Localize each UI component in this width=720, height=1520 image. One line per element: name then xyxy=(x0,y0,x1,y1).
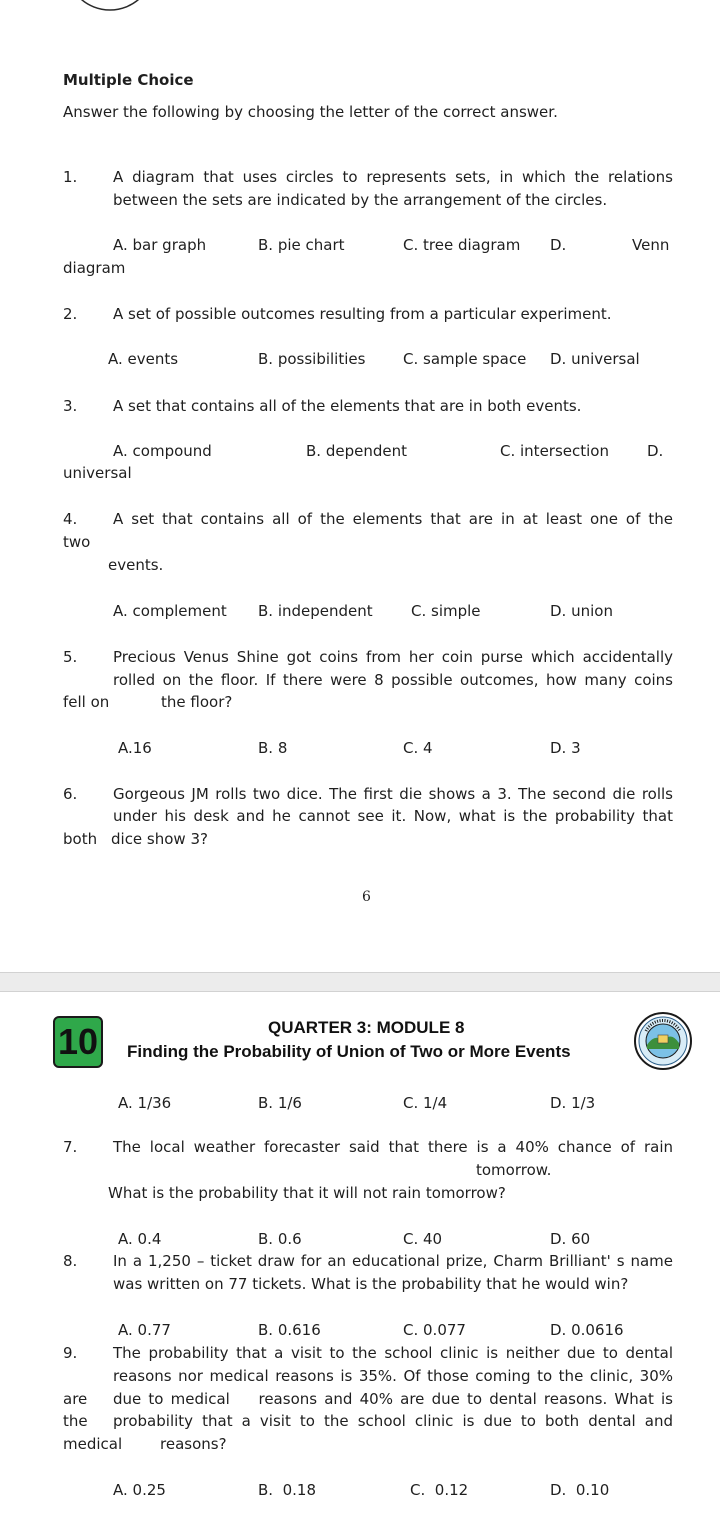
choice-b[interactable]: B. 0.6 xyxy=(258,1230,302,1248)
choice-d-text: universal xyxy=(63,464,132,482)
question-number: 6. xyxy=(63,785,78,803)
choice-c[interactable]: C. 4 xyxy=(403,739,433,757)
choice-a[interactable]: A. bar graph xyxy=(113,236,207,254)
question-text: A set of possible outcomes resulting from a particular experiment. xyxy=(113,305,612,323)
page-number: 6 xyxy=(362,889,371,905)
circle-diagram-fragment xyxy=(60,0,170,30)
question-text: was written on 77 tickets. What is the probability that he would win? xyxy=(113,1275,629,1293)
choice-d-text: Venn xyxy=(632,236,670,254)
question-text: two xyxy=(63,533,91,551)
choice-a[interactable]: A.16 xyxy=(118,739,152,757)
question-text: rolled on the floor. If there were 8 possible outcomes, how many coins xyxy=(113,671,673,689)
question-number: 1. xyxy=(63,168,78,186)
choice-c[interactable]: C. sample space xyxy=(403,350,527,368)
choice-a[interactable]: A. events xyxy=(108,350,179,368)
question-text: What is the probability that it will not rain tomorrow? xyxy=(108,1184,506,1202)
choice-a[interactable]: A. complement xyxy=(113,602,227,620)
choice-c[interactable]: C. 40 xyxy=(403,1230,443,1248)
choice-c[interactable]: C. intersection xyxy=(500,442,609,460)
choice-c[interactable]: C. simple xyxy=(411,602,481,620)
choice-a[interactable]: A. 0.25 xyxy=(113,1481,166,1499)
choice-b[interactable]: B. dependent xyxy=(306,442,407,460)
instructions: Answer the following by choosing the letter of the correct answer. xyxy=(63,103,558,121)
page-divider xyxy=(0,972,720,992)
choice-b[interactable]: B. 0.616 xyxy=(258,1321,321,1339)
question-text: both xyxy=(63,830,98,848)
module-subtitle: Finding the Probability of Union of Two or More Events xyxy=(127,1042,571,1061)
question-text: due to medical reasons and 40% are due to dental reasons. What is xyxy=(113,1390,673,1408)
choice-b[interactable]: B. pie chart xyxy=(258,236,345,254)
choice-d[interactable]: D. 3 xyxy=(550,739,581,757)
question-number: 2. xyxy=(63,305,78,323)
grade-badge: 10 xyxy=(53,1016,103,1068)
choice-b[interactable]: B. 8 xyxy=(258,739,288,757)
choice-d[interactable]: D. union xyxy=(550,602,613,620)
question-text: reasons? xyxy=(160,1435,227,1453)
choice-a[interactable]: A. 0.77 xyxy=(118,1321,171,1339)
question-text: the xyxy=(63,1412,88,1430)
choice-d[interactable]: D. 1/3 xyxy=(550,1094,596,1112)
question-text: A set that contains all of the elements that are in at least one of the xyxy=(113,510,673,528)
choice-d[interactable]: D. 60 xyxy=(550,1230,591,1248)
choice-b[interactable]: B. independent xyxy=(258,602,373,620)
choice-c[interactable]: C. 0.12 xyxy=(410,1481,469,1499)
choice-a[interactable]: A. compound xyxy=(113,442,212,460)
choice-d[interactable]: D. 0.0616 xyxy=(550,1321,624,1339)
choice-d-text: diagram xyxy=(63,259,126,277)
section-title: Multiple Choice xyxy=(63,71,194,89)
choice-c[interactable]: C. 0.077 xyxy=(403,1321,466,1339)
question-number: 3. xyxy=(63,397,78,415)
question-text: A set that contains all of the elements that are in both events. xyxy=(113,397,582,415)
question-text: the floor? xyxy=(161,693,233,711)
choice-a[interactable]: A. 0.4 xyxy=(118,1230,162,1248)
question-text: fell on xyxy=(63,693,110,711)
choice-c[interactable]: C. 1/4 xyxy=(403,1094,448,1112)
question-number: 8. xyxy=(63,1252,78,1270)
module-heading: QUARTER 3: MODULE 8 xyxy=(268,1018,465,1037)
choice-b[interactable]: B. 0.18 xyxy=(258,1481,316,1499)
choice-c[interactable]: C. tree diagram xyxy=(403,236,521,254)
choice-b[interactable]: B. possibilities xyxy=(258,350,366,368)
question-number: 9. xyxy=(63,1344,78,1362)
school-seal-icon xyxy=(633,1011,693,1071)
question-number: 5. xyxy=(63,648,78,666)
question-text: The probability that a visit to the school clinic is neither due to dental xyxy=(113,1344,673,1362)
question-text: dice show 3? xyxy=(111,830,208,848)
choice-d[interactable]: D. 0.10 xyxy=(550,1481,610,1499)
question-text: probability that a visit to the school clinic is due to both dental and xyxy=(113,1412,673,1430)
choice-d[interactable]: D. xyxy=(647,442,664,460)
question-text: reasons nor medical reasons is 35%. Of those coming to the clinic, 30% xyxy=(113,1367,673,1385)
question-text: under his desk and he cannot see it. Now, what is the probability that xyxy=(113,807,673,825)
question-text: are xyxy=(63,1390,88,1408)
question-number: 4. xyxy=(63,510,78,528)
question-text: Gorgeous JM rolls two dice. The first die shows a 3. The second die rolls xyxy=(113,785,673,803)
choice-d[interactable]: D. xyxy=(550,236,567,254)
choice-d[interactable]: D. universal xyxy=(550,350,640,368)
choice-a[interactable]: A. 1/36 xyxy=(118,1094,172,1112)
question-text: between the sets are indicated by the arrangement of the circles. xyxy=(113,191,608,209)
question-text: medical xyxy=(63,1435,123,1453)
question-text: The local weather forecaster said that there is a 40% chance of rain xyxy=(113,1138,673,1156)
question-text: In a 1,250 – ticket draw for an educational prize, Charm Brilliant' s name xyxy=(113,1252,673,1270)
choice-b[interactable]: B. 1/6 xyxy=(258,1094,302,1112)
question-number: 7. xyxy=(63,1138,78,1156)
question-text: Precious Venus Shine got coins from her coin purse which accidentally xyxy=(113,648,673,666)
question-text: events. xyxy=(108,556,164,574)
question-text: A diagram that uses circles to represents sets, in which the relations xyxy=(113,168,673,186)
question-text: tomorrow. xyxy=(476,1161,552,1179)
